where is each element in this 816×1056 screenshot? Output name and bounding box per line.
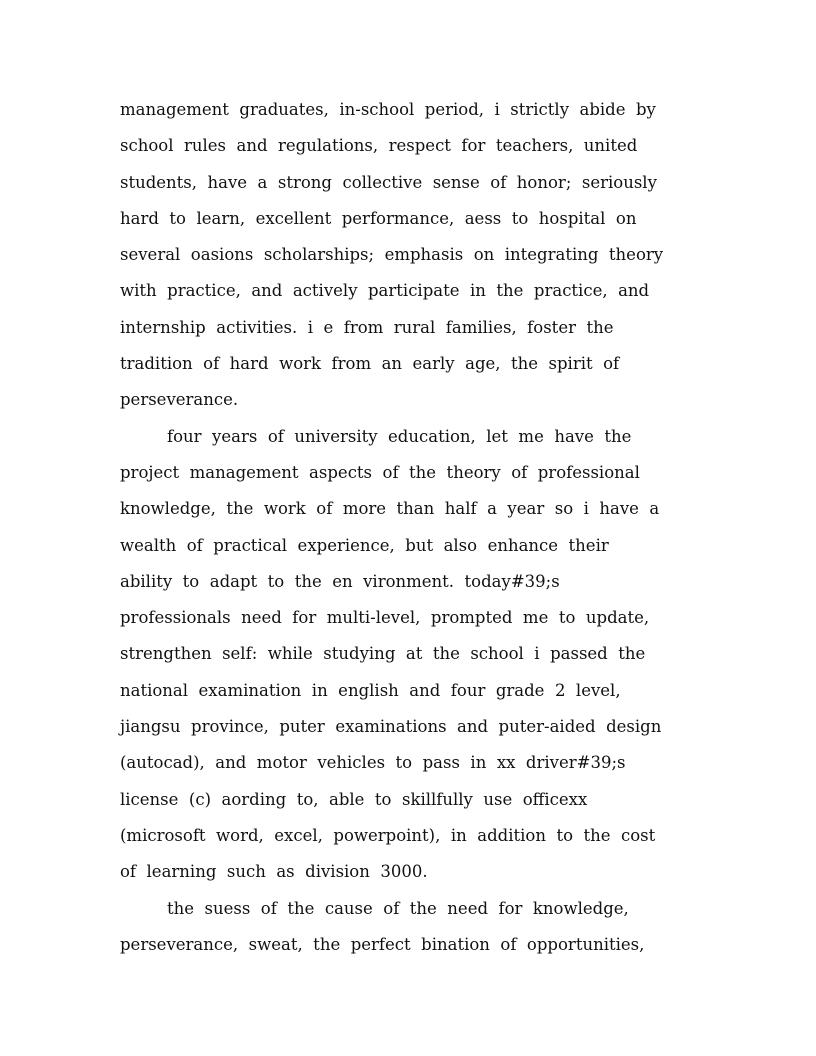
text-line: several oasions scholarships; emphasis on integrating theory <box>120 245 664 265</box>
text-line: management graduates, in-school period, i strictly abide by <box>120 100 656 119</box>
text-line: knowledge, the work of more than half a year so i have a <box>120 499 660 519</box>
body-text <box>120 92 690 963</box>
paragraph-3 <box>120 891 690 964</box>
text-line-indented: the suess of the cause of the need for knowledge, <box>167 898 629 918</box>
text-line: internship activities. i e from rural families, foster the <box>120 317 614 337</box>
text-line: license (c) aording to, able to skillfully use officexx <box>120 789 588 809</box>
text-line: ability to adapt to the en vironment. today#39;s <box>120 571 560 591</box>
text-line: with practice, and actively participate in the practice, and <box>120 281 650 301</box>
text-line: hard to learn, excellent performance, aess to hospital on <box>120 208 637 228</box>
text-line: tradition of hard work from an early age, the spirit of <box>120 354 620 374</box>
text-line: (autocad), and motor vehicles to pass in xx driver#39;s <box>120 753 626 773</box>
text-line: wealth of practical experience, but also enhance their <box>120 535 609 555</box>
paragraph-2 <box>120 419 690 891</box>
text-line: perseverance, sweat, the perfect bination of opportunities, <box>120 934 645 954</box>
text-line: project management aspects of the theory of professional <box>120 462 640 482</box>
text-line: school rules and regulations, respect for teachers, united <box>120 136 638 156</box>
text-line: national examination in english and four grade 2 level, <box>120 680 621 700</box>
paragraph-1 <box>120 92 690 419</box>
text-line-indented: four years of university education, let me have the <box>167 426 632 446</box>
text-line: professionals need for multi-level, prompted me to update, <box>120 608 650 628</box>
text-line: of learning such as division 3000. <box>120 862 428 882</box>
text-line: jiangsu province, puter examinations and puter-aided design <box>120 717 662 737</box>
text-line: perseverance. <box>120 390 239 410</box>
text-line: (microsoft word, excel, powerpoint), in addition to the cost <box>120 825 656 845</box>
text-line: strengthen self: while studying at the school i passed the <box>120 644 646 664</box>
text-line: students, have a strong collective sense of honor; seriously <box>120 172 657 192</box>
